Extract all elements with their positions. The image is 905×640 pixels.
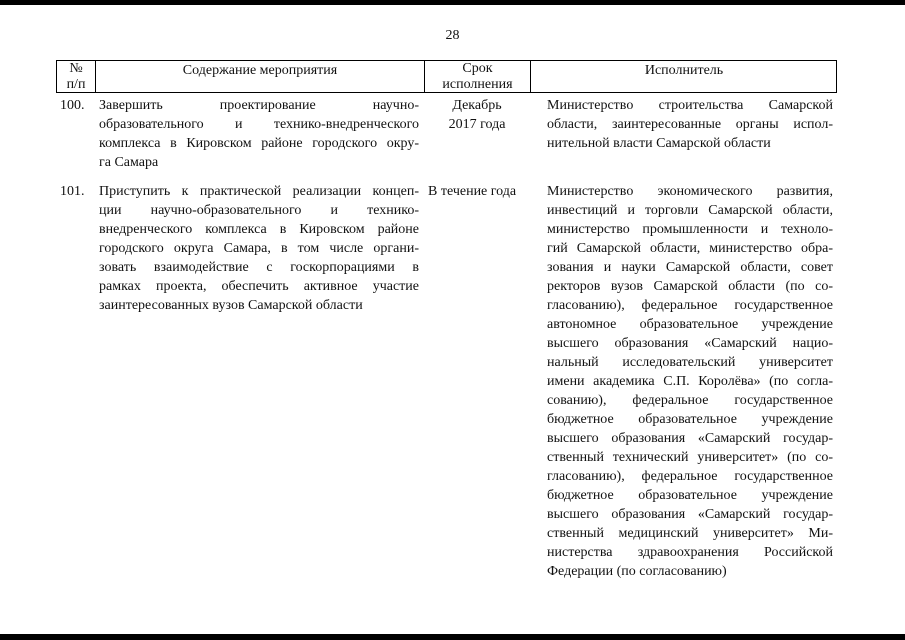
executor-line: нальный исследовательский университет [547,355,833,370]
content-line: образовательного и технико-внедренческого [99,117,419,132]
header-term-line: исполнения [442,77,513,92]
content-line: га Самара [99,155,159,170]
executor-line: высшего образования «Самарский государ- [547,431,833,446]
executor-line: гий Самарской области, министерство обра- [547,241,833,256]
executor-line: ственный медицинский университет» Ми- [547,526,833,541]
content-line: ции научно-образовательного и технико- [99,203,419,218]
header-executor: Исполнитель [644,63,724,78]
content-line: заинтересованных вузов Самарской области [99,298,363,313]
executor-line: сованию), федеральное государственное [547,393,833,408]
content-line: рамках проекта, обеспечить активное участие [99,279,419,294]
executor-line: зования и науки Самарской области, совет [547,260,833,275]
executor-line: ственный технический университет» (по со- [547,450,833,465]
executor-line: гласованию), федеральное государственное [547,298,833,313]
header-number [57,61,95,93]
row-number: 101. [60,184,85,199]
header-number-line: № [69,61,83,76]
executor-line: Министерство строительства Самарской [547,98,833,113]
scan-top-border [0,0,905,5]
scan-bottom-border [0,634,905,640]
executor-line: гласованию), федеральное государственное [547,469,833,484]
header-term [425,61,530,93]
executor-line: высшего образования «Самарский государ- [547,507,833,522]
header-term-line: Срок [462,61,493,76]
executor-line: автономное образовательное учреждение [547,317,833,332]
executor-line: области, заинтересованные органы испол- [547,117,833,132]
row-content [99,182,419,315]
executor-line: ректоров вузов Самарской области (по со- [547,279,833,294]
executor-line: Министерство экономического развития, [547,184,833,199]
content-line: Завершить проектирование научно- [99,98,419,113]
executor-line: бюджетное образовательное учреждение [547,488,833,503]
executor-line: высшего образования «Самарский нацио- [547,336,833,351]
row-content [99,96,419,172]
term-line: 2017 года [448,117,506,132]
content-line: зовать взаимодействие с госкорпорациями в [99,260,419,275]
header-number-line: п/п [66,77,86,92]
executor-line: министерство промышленности и техноло- [547,222,833,237]
content-line: городского округа Самара, в том числе органи- [99,241,419,256]
row-executor [547,96,833,153]
content-line: внедренческого комплекса в Кировском районе [99,222,419,237]
row-executor [547,182,833,581]
row-number: 100. [60,98,85,113]
executor-line: бюджетное образовательное учреждение [547,412,833,427]
row-term [428,182,534,201]
executor-line: имени академика С.П. Королёва» (по согла- [547,374,833,389]
executor-line: нистерства здравоохранения Российской [547,545,833,560]
row-term [424,96,530,134]
executor-line: Федерации (по согласованию) [547,564,727,579]
page-number: 28 [445,28,460,43]
content-line: Приступить к практической реализации концеп- [99,184,419,199]
executor-line: нительной власти Самарской области [547,136,771,151]
header-content: Содержание мероприятия [182,63,338,78]
term-line: В течение года [428,184,517,199]
executor-line: инвестиций и торговли Самарской области, [547,203,833,218]
content-line: комплекса в Кировском районе городского окру- [99,136,419,151]
term-line: Декабрь [452,98,502,113]
